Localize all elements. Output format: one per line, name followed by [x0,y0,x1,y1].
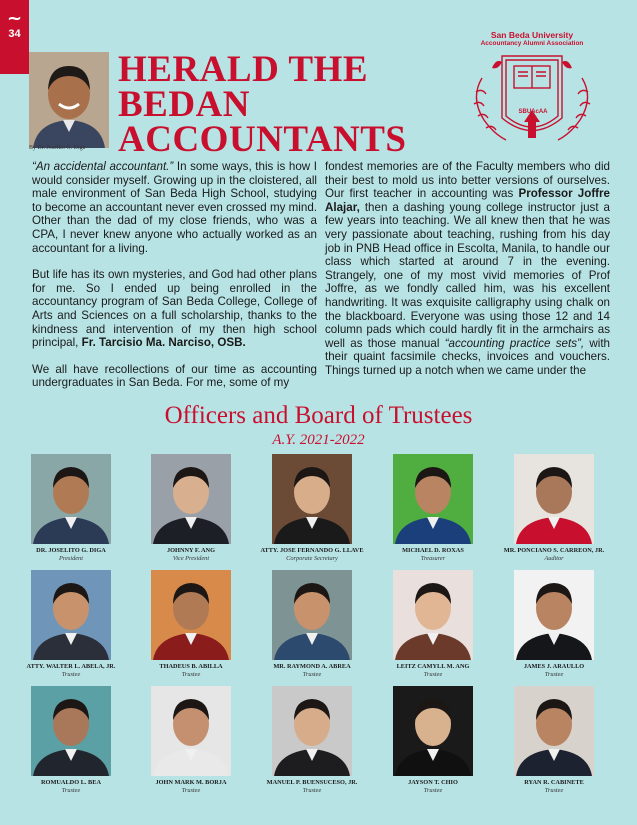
officer-role: Corporate Secretary [286,555,338,562]
paragraph [32,363,317,390]
officer-card [494,686,614,794]
officer-photo [272,454,352,544]
page-number: 34 [8,28,21,40]
officer-photo [151,686,231,776]
officer-role: Trustee [302,671,322,678]
officer-name: RYAN R. CABINETE [524,779,584,786]
paragraph-text: then a dashing young college instructor just a few years into teaching. We all knew then that he was very passionate about teaching, rushing from his day job in PNB Head office in Escolta, Manila, to handle our class which started at around 7 in the evening. Strangely, one of my most vivid memories of Prof Joffre, as we fondly called him, was his excellent handwriting. It was exquisite calligraphy using chalk on the blackboard. Everyone was using those 12 and 14 column pads which could hardly fit in the armchairs as well as those manual [325,200,610,350]
officer-photo [514,686,594,776]
officer-role: Trustee [61,787,81,794]
officer-name: JAMES J. ARAULLO [523,663,585,670]
paragraph-text: But life has its own mysteries, and God had other plans for me. So I ended up being enrolled in the accountancy program of San Beda College, College of Arts and Sciences on a full scholarship, thanks to the kindness and intervention of my then high school principal, [32,268,317,350]
principal-name: Fr. Tarcisio Ma. Narciso, OSB. [81,336,246,350]
officer-photo [514,454,594,544]
officer-card [11,454,131,562]
tilde-ornament: ~ [6,8,23,29]
officer-card [494,570,614,678]
officer-name: MANUEL P. BUENSUCESO, JR. [266,779,358,786]
officer-photo [393,686,473,776]
officer-role: Trustee [544,671,564,678]
officer-card [131,454,251,562]
paragraph [325,160,610,378]
officer-card [131,570,251,678]
officer-photo [31,686,111,776]
logo-university-name: San Beda University [490,30,574,40]
paragraph-text: We all have recollections of our time as accounting undergraduates in San Beda. For me, some of my [32,362,317,390]
officer-card [252,686,372,794]
officer-role: President [59,555,83,562]
officer-card [11,686,131,794]
logo-abbreviation: SBUAcAA [518,109,548,115]
officer-photo [272,570,352,660]
officer-card [494,454,614,562]
paragraph-text: fondest memories are of the Faculty members who did their best to mold us into better versions of ourselves. Our first teacher in accounting was [325,160,610,201]
article-title [118,49,458,160]
article-column-2 [325,160,610,391]
officer-name: ATTY. WALTER L. ABELA, JR. [26,663,116,670]
officer-role: Trustee [544,787,564,794]
officer-photo [393,570,473,660]
title-line-2: BEDAN [118,84,251,125]
officer-role: Trustee [181,787,201,794]
officer-photo [393,454,473,544]
paragraph [32,160,317,255]
professor-name: Professor Joffre Alajar, [325,187,611,214]
article-column-1 [32,160,317,403]
page-number-tab [0,0,29,74]
officer-card [252,570,372,678]
officers-heading: Officers and Board of Trustees [164,402,473,429]
officer-card [252,454,372,562]
officer-role: Auditor [544,555,564,562]
officer-name: LEITZ CAMYLL M. ANG [396,663,470,670]
officer-card [373,570,493,678]
practice-sets-quote: “accounting practice sets”, [444,336,585,350]
officer-name: JOHNNY F. ANG [167,547,215,554]
logo-emblem-icon [462,48,602,155]
officer-name: ROMUALDO L. BEA [41,779,101,786]
officers-subheading: A.Y. 2021-2022 [272,432,365,448]
title-line-3: ACCOUNTANTS [118,119,407,160]
officer-name: MR. PONCIANO S. CARREON, JR. [503,547,605,554]
officer-name: DR. JOSELITO G. DIGA [36,547,106,554]
officer-photo [514,570,594,660]
officer-role: Trustee [423,671,443,678]
officer-card [373,686,493,794]
paragraph-text: In some ways, this is how I would consider myself. Growing up in the cloistered, all male environment of San Beda High School, studying to become an accountant never even crossed my mind. Other than the dad of my close friends, who was a CPA, I never knew anyone who actually worked as an accountant for a living. [32,160,317,255]
author-byline: By Dr. Joselito G. Diga [29,145,86,151]
officer-photo [31,570,111,660]
officer-role: Treasurer [420,555,446,562]
officer-name: MR. RAYMOND A. ABREA [273,663,351,670]
association-logo [462,30,602,155]
officer-name: MICHAEL D. ROXAS [402,547,464,554]
officer-photo [272,686,352,776]
officer-card [11,570,131,678]
officer-name: ATTY. JOSE FERNANDO G. LLAVE [260,547,364,554]
officer-role: Trustee [181,671,201,678]
officer-card [131,686,251,794]
logo-association-name: Accountancy Alumni Association [480,40,584,47]
title-line-1: HERALD THE [118,49,369,90]
author-photo [29,52,109,148]
officer-card [373,454,493,562]
officer-role: Trustee [302,787,322,794]
officer-photo [31,454,111,544]
opening-quote: “An accidental accountant.” [32,160,174,173]
paragraph [32,268,317,350]
paragraph-text: with their quaint facsimile checks, invoices and vouchers. Things turned up a notch when we came under the [325,336,610,377]
officer-name: THADEUS B. ABILLA [159,663,223,670]
officer-name: JAYSON T. CHIO [408,779,458,786]
officer-role: Trustee [423,787,443,794]
officer-role: Trustee [61,671,81,678]
officer-name: JOHN MARK M. BORJA [155,779,227,786]
officer-role: Vice President [172,555,210,562]
officer-photo [151,570,231,660]
officer-photo [151,454,231,544]
